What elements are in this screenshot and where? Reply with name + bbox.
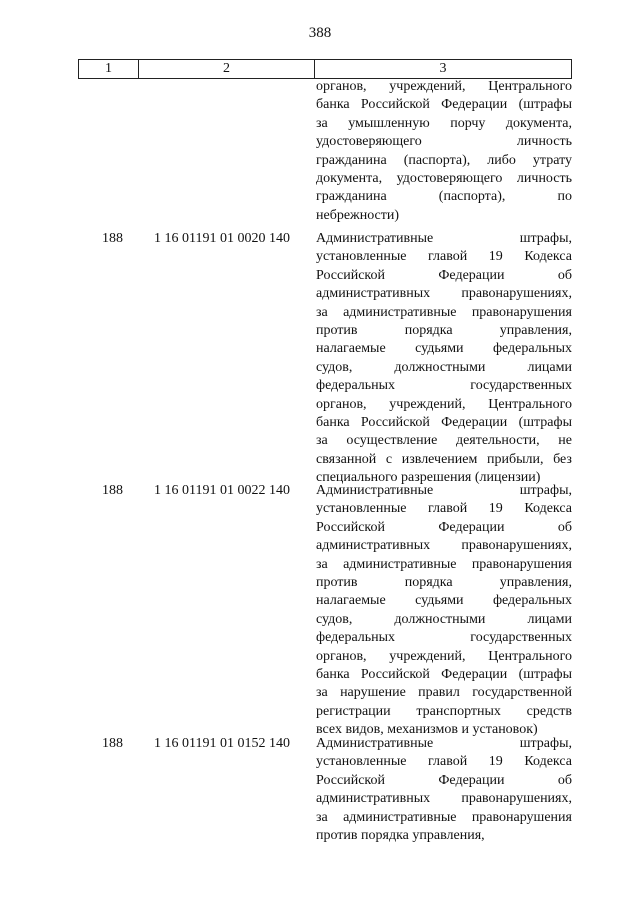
text-line: установленные главой 19 Кодекса bbox=[316, 249, 572, 265]
text-line: за административные правонарушения bbox=[316, 809, 572, 825]
table-header bbox=[78, 59, 572, 79]
text-line: удостоверяющего личность bbox=[316, 134, 572, 150]
text-line: установленные главой 19 Кодекса bbox=[316, 501, 572, 517]
description bbox=[316, 482, 572, 740]
text-line: Российской Федерации об bbox=[316, 267, 572, 283]
description bbox=[316, 735, 572, 845]
text-line: за осуществление деятельности, не bbox=[316, 433, 572, 449]
text-line: гражданина (паспорта), либо утрату bbox=[316, 152, 572, 168]
text-line: за умышленную порчу документа, bbox=[316, 115, 572, 131]
admin-code: 188 bbox=[102, 736, 123, 751]
text-line: органов, учреждений, Центрального bbox=[316, 396, 572, 412]
text-line: административных правонарушениях, bbox=[316, 538, 572, 554]
page-number: 388 bbox=[308, 25, 332, 41]
text-line: всех видов, механизмов и установок) bbox=[316, 722, 538, 738]
admin-code: 188 bbox=[102, 231, 123, 246]
text-line: органов, учреждений, Центрального bbox=[316, 648, 572, 664]
text-line: федеральных государственных bbox=[316, 378, 572, 394]
text-line: связанной с извлечением прибыли, без bbox=[316, 451, 572, 467]
continuation-text bbox=[316, 78, 572, 225]
text-line: Административные штрафы, bbox=[316, 736, 572, 751]
kbk-code: 1 16 01191 01 0152 140 bbox=[154, 736, 290, 751]
header-col-1: 1 bbox=[79, 60, 139, 78]
text-line: против порядка управления, bbox=[316, 828, 485, 844]
description bbox=[316, 230, 572, 488]
text-line: за административные правонарушения bbox=[316, 556, 572, 572]
text-line: за нарушение правил государственной bbox=[316, 685, 572, 701]
text-line: за административные правонарушения bbox=[316, 304, 572, 320]
text-line: Российской Федерации об bbox=[316, 519, 572, 535]
header-col-2: 2 bbox=[139, 60, 315, 78]
text-line: Административные штрафы, bbox=[316, 231, 572, 246]
text-line: специального разрешения (лицензии) bbox=[316, 470, 541, 486]
text-line: против порядка управления, bbox=[316, 575, 572, 591]
text-line: небрежности) bbox=[316, 207, 400, 223]
text-line: судов, должностными лицами bbox=[316, 611, 572, 627]
text-line: административных правонарушениях, bbox=[316, 791, 572, 807]
text-line: банка Российской Федерации (штрафы bbox=[316, 97, 572, 113]
text-line: документа, удостоверяющего личность bbox=[316, 171, 572, 187]
text-line: органов, учреждений, Центрального bbox=[316, 79, 572, 94]
text-line: Российской Федерации об bbox=[316, 772, 572, 788]
text-line: банка Российской Федерации (штрафы bbox=[316, 667, 572, 683]
text-line: установленные главой 19 Кодекса bbox=[316, 754, 572, 770]
text-line: налагаемые судьями федеральных bbox=[316, 593, 572, 609]
text-line: регистрации транспортных средств bbox=[316, 703, 572, 719]
kbk-code: 1 16 01191 01 0020 140 bbox=[154, 231, 290, 246]
kbk-code: 1 16 01191 01 0022 140 bbox=[154, 483, 290, 498]
text-line: банка Российской Федерации (штрафы bbox=[316, 415, 572, 431]
text-line: федеральных государственных bbox=[316, 630, 572, 646]
text-line: налагаемые судьями федеральных bbox=[316, 341, 572, 357]
text-line: гражданина (паспорта), по bbox=[316, 189, 572, 205]
header-col-3: 3 bbox=[439, 61, 447, 76]
text-line: административных правонарушениях, bbox=[316, 286, 572, 302]
text-line: против порядка управления, bbox=[316, 323, 572, 339]
admin-code: 188 bbox=[102, 483, 123, 498]
text-line: судов, должностными лицами bbox=[316, 359, 572, 375]
text-line: Административные штрафы, bbox=[316, 483, 572, 498]
